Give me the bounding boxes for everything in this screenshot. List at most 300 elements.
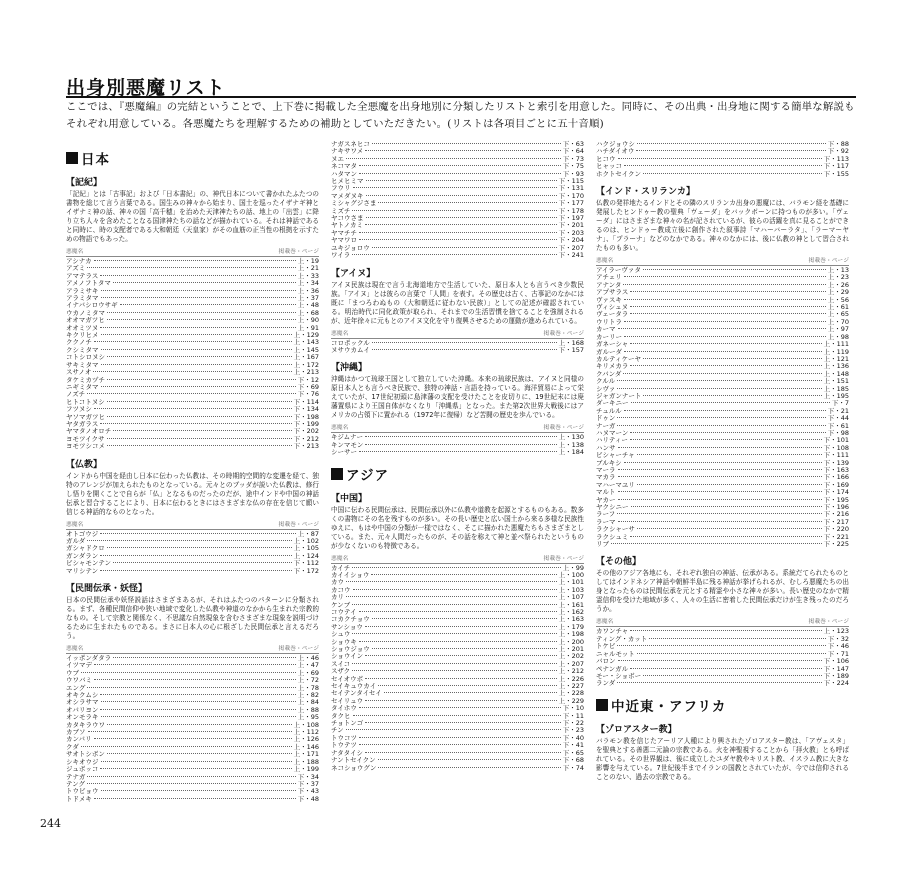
volume-page: 上・151 [823, 377, 849, 386]
list-item [331, 624, 584, 631]
demon-name: ヴェータラ [596, 310, 629, 319]
demon-name: ガルーダ [596, 347, 622, 356]
dot-leader [101, 761, 292, 762]
list-item [331, 442, 584, 449]
volume-page: 上・179 [558, 622, 584, 631]
subsection-heading: 【民間伝承・妖怪】 [66, 584, 148, 594]
dot-leader [101, 386, 296, 387]
volume-page: 上・168 [558, 338, 584, 347]
demon-name: ネコショウグン [331, 763, 377, 772]
dot-leader [100, 275, 295, 276]
demon-name: ヤソマガツヒ [66, 412, 105, 421]
volume-page: 上・88 [297, 705, 319, 714]
volume-page: 下・113 [823, 154, 849, 163]
dot-leader [630, 432, 825, 433]
list-item [66, 692, 319, 699]
volume-page: 上・90 [297, 316, 319, 325]
list-item [596, 658, 849, 665]
demon-name: ヤマチチ [331, 228, 357, 237]
list-item [596, 274, 849, 281]
dot-leader [359, 641, 557, 642]
list-item [66, 677, 319, 684]
list-item [66, 729, 319, 736]
demon-list [66, 249, 319, 451]
demon-name: ヤトノカミ [331, 221, 364, 230]
list-item [331, 222, 584, 229]
demon-name: サオトシボン [66, 750, 105, 759]
demon-name: テング [66, 779, 86, 788]
volume-page: 下・73 [562, 154, 584, 163]
list-header-page: 掲載巻・ページ [543, 425, 584, 432]
volume-page: 上・48 [297, 301, 319, 310]
list-item [596, 504, 849, 511]
list-item [331, 347, 584, 354]
volume-page: 上・36 [297, 286, 319, 295]
list-item [66, 685, 319, 692]
description-paragraph: バラモン教を信じたアーリア人種により興されたゾロアスター教は、「アヴェスタ」を聖典とする善悪二元論の宗教である。火を神聖視することから「拝火教」とも呼ばれている。その世界観は、後に成立したユダヤ教やキリスト教、イスラム教に大きな影響を与えている。7世紀後半までイランの国教とされていたが、今では信仰されることのない、過去の宗教である。 [596, 736, 849, 781]
volume-page: 上・103 [558, 585, 584, 594]
demon-name: リブ [596, 540, 609, 549]
dot-leader [353, 589, 557, 590]
volume-page: 上・47 [297, 661, 319, 670]
volume-page: 上・23 [827, 273, 849, 282]
demon-name: ジャガンナート [596, 391, 642, 400]
demon-name: ダーキニー [596, 399, 629, 408]
volume-page: 上・129 [293, 331, 319, 340]
dot-leader [372, 648, 557, 649]
volume-page: 上・29 [827, 288, 849, 297]
volume-page: 下・221 [823, 532, 849, 541]
dot-leader [365, 150, 560, 151]
dot-leader [81, 672, 296, 673]
list-item [331, 245, 584, 252]
list-item [596, 319, 849, 326]
dot-leader [101, 364, 292, 365]
demon-name: アシナカ [66, 257, 92, 265]
dot-leader [107, 724, 292, 725]
demon-name: ハチダイオウ [596, 147, 635, 156]
volume-page: 上・148 [823, 369, 849, 378]
dot-leader [352, 633, 556, 634]
volume-page: 下・203 [558, 228, 584, 237]
dot-leader [100, 423, 291, 424]
demon-name: トドメキ [66, 794, 92, 803]
list-item [66, 751, 319, 758]
volume-page: 上・68 [297, 308, 319, 317]
demon-name: チン [331, 726, 344, 735]
volume-page: 上・98 [827, 332, 849, 341]
demon-list [331, 141, 584, 260]
section-square-icon [596, 699, 608, 711]
demon-name: チュルル [596, 406, 622, 415]
list-item [331, 185, 584, 192]
dot-leader [630, 343, 821, 344]
demon-name: シキオウジ [66, 757, 99, 766]
title-rule [66, 96, 856, 98]
dot-leader [94, 738, 292, 739]
dot-leader [359, 737, 561, 738]
demon-name: マルト [596, 488, 616, 497]
demon-name: マーラ [596, 466, 616, 474]
demon-name: カタキラウワ [66, 720, 105, 729]
demon-name: ヌサウカムイ [331, 345, 370, 354]
dot-leader [365, 626, 557, 627]
dot-leader [631, 506, 822, 507]
list-item [596, 541, 849, 548]
dot-leader [637, 454, 822, 455]
list-item [331, 148, 584, 155]
subsection-heading: 【中国】 [331, 493, 368, 504]
dot-leader [624, 165, 822, 166]
dot-leader [359, 165, 561, 166]
dot-leader [618, 499, 822, 500]
dot-leader [366, 217, 557, 218]
dot-leader [617, 513, 821, 514]
volume-page: 下・88 [827, 140, 849, 148]
volume-page: 上・46 [297, 654, 319, 662]
list-item [66, 414, 319, 421]
volume-page: 上・198 [558, 630, 584, 639]
list-item [66, 362, 319, 369]
list-item [331, 252, 584, 259]
volume-page: 上・130 [558, 433, 584, 442]
list-item [596, 437, 849, 444]
demon-list [596, 141, 849, 178]
list-item [331, 434, 584, 441]
dot-leader [113, 282, 296, 283]
dot-leader [100, 327, 295, 328]
volume-page: 下・199 [293, 419, 319, 428]
dot-leader [100, 709, 295, 710]
demon-name: アマテラス [66, 271, 99, 280]
list-item [331, 668, 584, 675]
volume-page: 下・225 [823, 540, 849, 549]
list-item [66, 258, 319, 265]
dot-leader [359, 173, 561, 174]
volume-page: 下・106 [823, 657, 849, 666]
demon-name: イナバシロウサギ [66, 301, 118, 310]
dot-leader [101, 334, 292, 335]
dot-leader [100, 768, 291, 769]
demon-name: コカクチョウ [331, 615, 370, 624]
demon-name: キリメカラ [596, 362, 629, 371]
list-item [596, 482, 849, 489]
demon-name: シーサー [331, 448, 357, 457]
volume-page: 上・213 [293, 368, 319, 377]
volume-page: 下・23 [562, 726, 584, 735]
demon-name: チョトンゴ [331, 719, 364, 728]
demon-name: ミズチ [331, 206, 351, 215]
demon-name: エング [66, 683, 86, 692]
volume-page: 上・184 [558, 448, 584, 457]
dot-leader [101, 297, 296, 298]
demon-name: ガンダラン [66, 551, 99, 560]
dot-leader [107, 753, 292, 754]
demon-name: ガネーシャ [596, 340, 629, 349]
list-item [331, 171, 584, 178]
dot-leader [107, 319, 296, 320]
volume-page: 上・212 [558, 667, 584, 676]
volume-page: 上・84 [297, 698, 319, 707]
volume-page: 下・202 [293, 427, 319, 436]
demon-name: ハンサ [596, 443, 616, 452]
volume-page: 上・108 [293, 720, 319, 729]
dot-leader [107, 356, 292, 357]
demon-name: カルティケーヤ [596, 354, 641, 363]
demon-name: ヤマタノオロチ [66, 427, 112, 436]
demon-name: コトシロヌシ [66, 353, 105, 362]
list-item [66, 699, 319, 706]
volume-page: 下・61 [827, 421, 849, 430]
section-heading [331, 463, 584, 485]
list-item [596, 636, 849, 643]
column-1 [66, 141, 319, 803]
volume-page: 下・241 [558, 251, 584, 260]
demon-name: クダ [66, 742, 79, 751]
volume-page: 下・155 [823, 169, 849, 178]
dot-leader [643, 675, 821, 676]
dot-leader [359, 707, 561, 708]
dot-leader [378, 685, 556, 686]
column-3 [596, 141, 849, 787]
list-header-name: 悪魔名 [596, 619, 614, 626]
dot-leader [630, 365, 821, 366]
demon-name: セイオウボ [331, 674, 364, 683]
demon-name: ヴィシュヌ [596, 303, 628, 312]
demon-name: カイイショウ [331, 570, 370, 579]
demon-name: ハリティー [596, 436, 628, 445]
list-item [66, 332, 319, 339]
demon-name: キクリヒメ [66, 331, 99, 340]
demon-name: イッポンダタラ [66, 654, 112, 662]
list-item [331, 616, 584, 623]
dot-leader [365, 678, 556, 679]
list-item [66, 568, 319, 575]
dot-leader [618, 491, 822, 492]
volume-page: 上・126 [293, 735, 319, 744]
list-item [66, 722, 319, 729]
volume-page: 上・13 [827, 266, 849, 275]
demon-name: ラーマ [596, 517, 616, 526]
description-paragraph: 日本の民間伝承や妖怪説話はさまざまあるが、それはふたつのパターンに分類される。まず、各種民間信仰や狭い地域で変化した仏教や神道のなかから生まれた宗教的なもの。そして宗教と関係なく、不思議な自然現象を含むさまざまな現象を説明づけるために生まれたものである。まさに日本人の心に根ざした民間伝承と言えるだろう。 [66, 596, 319, 640]
demon-name: テナガ [66, 772, 86, 781]
subsection-heading: 【インド・スリランカ】 [596, 187, 696, 198]
volume-page: 下・108 [823, 443, 849, 452]
volume-page: 上・95 [297, 713, 319, 722]
volume-page: 下・43 [297, 787, 319, 796]
volume-page: 上・138 [558, 440, 584, 449]
list-header-page: 掲載巻・ページ [278, 521, 319, 528]
demon-name: ペナンガル [596, 664, 629, 673]
dot-leader [346, 596, 557, 597]
dot-leader [617, 417, 825, 418]
dot-leader [352, 670, 556, 671]
list-item [331, 594, 584, 601]
volume-page: 上・229 [558, 696, 584, 705]
volume-page: 上・112 [293, 728, 319, 737]
dot-leader [624, 276, 826, 277]
dot-leader [378, 767, 560, 768]
demon-name: アズミ [66, 264, 86, 273]
demon-name: オシラサマ [66, 698, 99, 707]
demon-name: ケンブ [331, 600, 351, 609]
dot-leader [636, 150, 825, 151]
dot-leader [107, 547, 292, 548]
volume-page: 下・207 [558, 243, 584, 252]
list-item [66, 707, 319, 714]
dot-leader [630, 291, 825, 292]
demon-name: ヌエ [331, 154, 344, 163]
list-item [596, 304, 849, 311]
list-item [331, 646, 584, 653]
dot-leader [359, 744, 561, 745]
demon-list [331, 425, 584, 456]
dot-leader [81, 746, 292, 747]
list-item [331, 572, 584, 579]
list-item [331, 208, 584, 215]
volume-page: 下・7 [831, 399, 849, 408]
dot-leader [365, 700, 556, 701]
volume-page: 下・212 [293, 434, 319, 443]
section-square-icon [331, 468, 343, 480]
dot-leader [87, 687, 295, 688]
demon-name: ニャルモット [596, 649, 635, 658]
demon-name: コロポックル [331, 338, 370, 347]
list-header [66, 249, 319, 257]
volume-page: 下・196 [823, 503, 849, 512]
volume-page: 下・22 [562, 719, 584, 728]
dot-leader [353, 187, 557, 188]
volume-page: 上・21 [297, 264, 319, 273]
volume-page: 上・124 [293, 551, 319, 560]
volume-page: 上・61 [827, 303, 849, 312]
subsection-heading: 【仏教】 [66, 459, 103, 470]
demon-name: ミシャグジさま [331, 199, 377, 208]
volume-page: 上・199 [293, 765, 319, 774]
list-item [66, 317, 319, 324]
dot-leader [365, 722, 560, 723]
dot-leader [101, 349, 292, 350]
volume-page: 上・87 [297, 529, 319, 538]
volume-page: 下・114 [293, 397, 319, 406]
list-item [331, 579, 584, 586]
demon-name: シヴァ [596, 384, 616, 393]
volume-page: 下・163 [823, 466, 849, 474]
demon-name: タイホウ [331, 704, 357, 713]
dot-leader [617, 380, 821, 381]
demon-name: ウリトラ [596, 317, 622, 326]
demon-name: セイキュウカイ [331, 682, 377, 691]
demon-name: ウカノミタマ [66, 308, 105, 317]
demon-name: ビシャーチャ [596, 451, 635, 460]
list-header-name: 悪魔名 [331, 425, 349, 432]
list-item [596, 400, 849, 407]
volume-page: 上・26 [827, 280, 849, 289]
demon-list [66, 522, 319, 575]
demon-name: ヤカー [596, 495, 616, 504]
demon-name: ナキサワメ [331, 147, 364, 156]
list-item [596, 680, 849, 687]
demon-name: トウコツ [331, 733, 357, 742]
demon-name: オバリヨン [66, 705, 99, 714]
list-item [596, 460, 849, 467]
dot-leader [643, 358, 822, 359]
dot-leader [624, 321, 826, 322]
volume-page: 下・216 [823, 510, 849, 519]
page-number: 244 [40, 817, 61, 830]
volume-page: 上・100 [558, 570, 584, 579]
dot-leader [371, 574, 556, 575]
dot-leader [101, 701, 296, 702]
list-item [331, 156, 584, 163]
list-item [596, 511, 849, 518]
demon-name: セイテンタイセイ [331, 689, 382, 698]
list-item [331, 765, 584, 772]
list-item [331, 720, 584, 727]
description-paragraph: その他のアジア各地にも、それぞれ独自の神話、伝承がある。系統だてられたものとしてはインドネシア神話や朝鮮半島に残る神話が挙げられるが、むしろ悪魔たちの出身となったものは民間伝承を元とする精霊や小さな神々が多い。長い歴史のなかで精霊信仰を受けた地域が多く、人々の生活に密着した民間伝承だけが生き残ったのだろうか。 [596, 569, 849, 614]
demon-name: ヤコウさま [331, 214, 364, 223]
demon-name: オオマガツヒ [66, 316, 105, 325]
list-item [66, 377, 319, 384]
volume-page: 上・228 [558, 689, 584, 698]
demon-name: トウビョウ [66, 787, 99, 796]
dot-leader [630, 668, 821, 669]
volume-page: 上・162 [558, 607, 584, 616]
dot-leader [643, 269, 826, 270]
dot-leader [366, 180, 557, 181]
volume-page: 上・72 [297, 676, 319, 685]
dot-leader [643, 395, 821, 396]
demon-list [66, 646, 319, 803]
volume-page: 上・82 [297, 691, 319, 700]
dot-leader [107, 416, 292, 417]
list-item [66, 280, 319, 287]
volume-page: 上・111 [823, 340, 849, 349]
demon-list [596, 619, 849, 687]
list-item [331, 230, 584, 237]
list-item [331, 602, 584, 609]
section-heading-text: アジア [346, 467, 389, 484]
dot-leader [101, 790, 296, 791]
dot-leader [372, 618, 557, 619]
volume-page: 上・136 [823, 362, 849, 371]
dot-leader [624, 410, 826, 411]
list-header [331, 556, 584, 564]
dot-leader [617, 388, 821, 389]
list-item [596, 423, 849, 430]
list-item [596, 311, 849, 318]
list-item [331, 653, 584, 660]
dot-leader [101, 716, 296, 717]
dot-leader [365, 752, 561, 753]
list-header-name: 悪魔名 [331, 555, 349, 562]
demon-name: ウブ [66, 668, 79, 677]
volume-page: 上・107 [558, 593, 584, 602]
dot-leader [624, 336, 826, 337]
dot-leader [120, 304, 296, 305]
dot-leader [87, 540, 291, 541]
dot-leader [359, 451, 557, 452]
list-item [66, 736, 319, 743]
list-item [66, 399, 319, 406]
volume-page: 上・119 [823, 347, 849, 356]
demon-name: サンショウ [331, 622, 363, 631]
list-item [596, 489, 849, 496]
demon-name: ブルキシ [596, 458, 622, 467]
volume-page: 上・145 [293, 345, 319, 354]
volume-page: 上・167 [293, 353, 319, 362]
intro-text: ここでは、『悪魔編』の完結ということで、上下巻に掲載した全悪魔を出身地別に分類したリストと索引を用意した。同時に、その出典・出身地に関する簡単な解説もそれぞれ用意している。各悪魔たちを理解するための補助としていただきたい。(リストは各項目ごとに五十音順) [66, 101, 855, 130]
